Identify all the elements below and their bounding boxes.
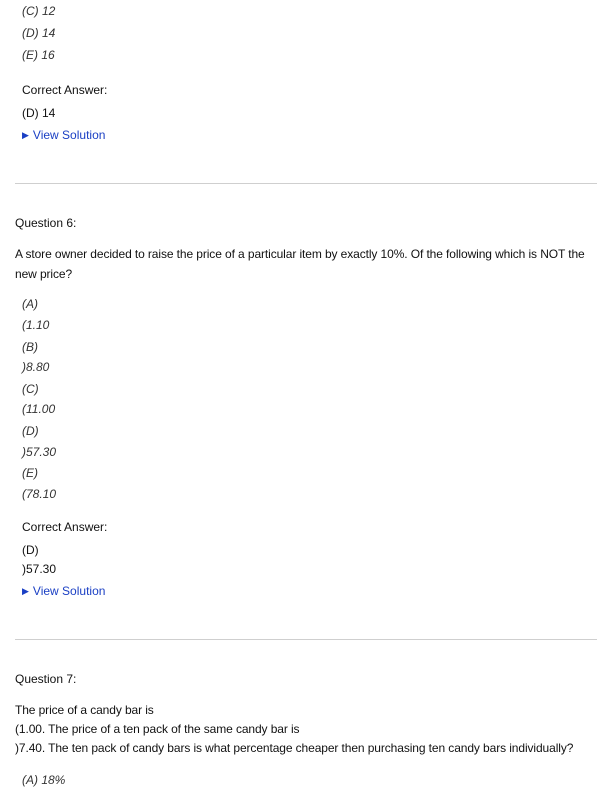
q7-text-line3: )7.40. The ten pack of candy bars is what percentage cheaper then purchasing ten candy bars individually? bbox=[15, 741, 574, 755]
q6-option-d-letter: (D) bbox=[22, 424, 39, 438]
section-divider bbox=[15, 183, 597, 184]
q7-text-line1: The price of a candy bar is bbox=[15, 703, 154, 717]
section-divider bbox=[15, 639, 597, 640]
q5-view-solution-link[interactable] bbox=[22, 128, 105, 142]
q7-option-a: (A) 18% bbox=[22, 773, 66, 787]
q5-correct-answer-label: Correct Answer: bbox=[22, 83, 108, 97]
q7-title: Question 7: bbox=[15, 672, 77, 686]
q6-correct-answer-value: )57.30 bbox=[22, 562, 57, 576]
q6-text-line1: A store owner decided to raise the price of a particular item by exactly 10%. Of the following which is NOT the bbox=[15, 247, 585, 261]
q6-option-e-value: (78.10 bbox=[22, 487, 57, 501]
q6-option-b-value: )8.80 bbox=[22, 360, 50, 374]
disclosure-triangle-icon: ▶ bbox=[22, 130, 29, 140]
q5-option-d: (D) 14 bbox=[22, 26, 56, 40]
q5-correct-answer-value: (D) 14 bbox=[22, 106, 56, 120]
q6-correct-answer-label: Correct Answer: bbox=[22, 520, 108, 534]
q5-option-c: (C) 12 bbox=[22, 4, 56, 18]
q6-option-e-letter: (E) bbox=[22, 466, 38, 480]
q6-text-line2: new price? bbox=[15, 267, 73, 281]
q6-title: Question 6: bbox=[15, 216, 77, 230]
q6-option-c-value: (11.00 bbox=[22, 402, 56, 416]
q6-correct-answer-letter: (D) bbox=[22, 543, 39, 557]
q6-option-d-value: )57.30 bbox=[22, 445, 57, 459]
q6-view-solution-label: View Solution bbox=[32, 584, 106, 598]
q6-option-a-letter: (A) bbox=[22, 297, 38, 311]
q6-option-a-value: (1.10 bbox=[22, 318, 50, 332]
q7-text-line2: (1.00. The price of a ten pack of the same candy bar is bbox=[15, 722, 300, 736]
q5-view-solution-label: View Solution bbox=[32, 128, 106, 142]
disclosure-triangle-icon: ▶ bbox=[22, 586, 29, 596]
q5-option-e: (E) 16 bbox=[22, 48, 55, 62]
q6-option-c-letter: (C) bbox=[22, 382, 39, 396]
q6-view-solution-link[interactable] bbox=[22, 584, 105, 598]
q6-option-b-letter: (B) bbox=[22, 340, 38, 354]
